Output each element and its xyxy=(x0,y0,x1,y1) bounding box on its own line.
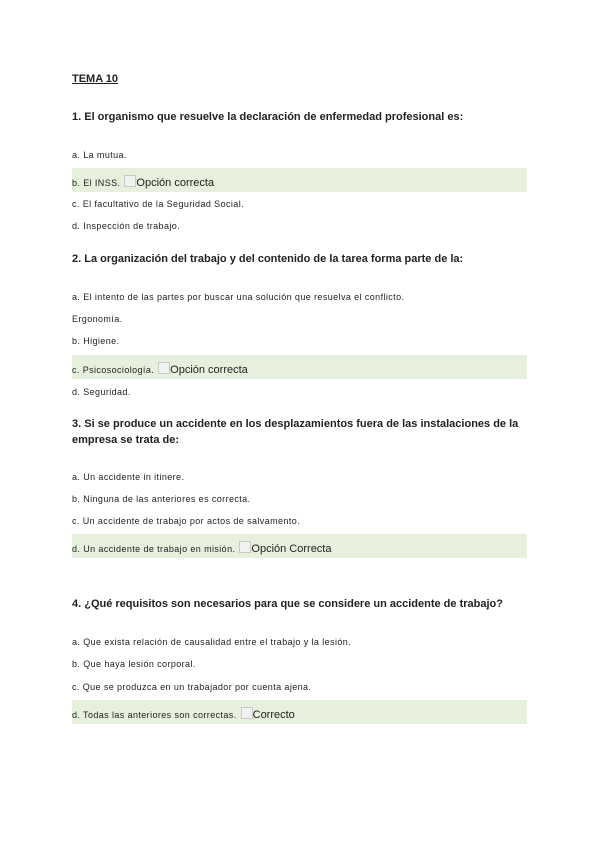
checkbox-icon xyxy=(241,707,253,719)
q2-option-d: d. Seguridad. xyxy=(72,387,131,397)
q3-option-a: a. Un accidente in itinere. xyxy=(72,472,185,482)
q3-option-c: c. Un accidente de trabajo por actos de salvamento. xyxy=(72,516,301,526)
q4-option-a: a. Que exista relación de causalidad entre el trabajo y la lesión. xyxy=(72,637,352,647)
page-title: TEMA 10 xyxy=(72,73,119,85)
correct-tag: Correcto xyxy=(252,709,295,721)
question-3-line-2: empresa se trata de: xyxy=(72,434,179,446)
q3-option-b: b. Ninguna de las anteriores es correcta. xyxy=(72,494,251,504)
question-3 xyxy=(72,416,527,448)
correct-tag: Opción Correcta xyxy=(251,543,332,555)
checkbox-icon xyxy=(158,362,170,374)
q1-option-c: c. El facultativo de la Seguridad Social. xyxy=(72,199,244,209)
checkbox-icon xyxy=(124,175,136,187)
q4-option-d-correct: d. Todas las anteriores son correctas. Correcto xyxy=(72,700,527,724)
question-2: 2. La organización del trabajo y del contenido de la tarea forma parte de la: xyxy=(72,253,464,265)
checkbox-icon xyxy=(239,541,251,553)
q1-option-b-correct: b. El INSS. Opción correcta xyxy=(72,168,527,192)
correct-tag: Opción correcta xyxy=(136,177,215,189)
q4-option-c: c. Que se produzca en un trabajador por cuenta ajena. xyxy=(72,682,312,692)
q1-option-a: a. La mutua. xyxy=(72,150,127,160)
q1-option-d: d. Inspección de trabajo. xyxy=(72,221,181,231)
q2-option-a: a. El intento de las partes por buscar una solución que resuelva el conflicto. xyxy=(72,292,405,302)
question-4: 4. ¿Qué requisitos son necesarios para que se considere un accidente de trabajo? xyxy=(72,598,503,610)
question-1: 1. El organismo que resuelve la declaración de enfermedad profesional es: xyxy=(72,111,464,123)
q2-option-c-correct: c. Psicosociología. Opción correcta xyxy=(72,355,527,379)
q2-extra-text: Ergonomía. xyxy=(72,314,123,324)
correct-tag: Opción correcta xyxy=(170,364,248,376)
q2-option-b: b. Higiene. xyxy=(72,336,120,346)
question-3-line-1: 3. Si se produce un accidente en los desplazamientos fuera de las instalaciones de la xyxy=(72,418,519,430)
q4-option-b: b. Que haya lesión corporal. xyxy=(72,659,196,669)
q3-option-d-correct: d. Un accidente de trabajo en misión. Opción Correcta xyxy=(72,534,527,558)
